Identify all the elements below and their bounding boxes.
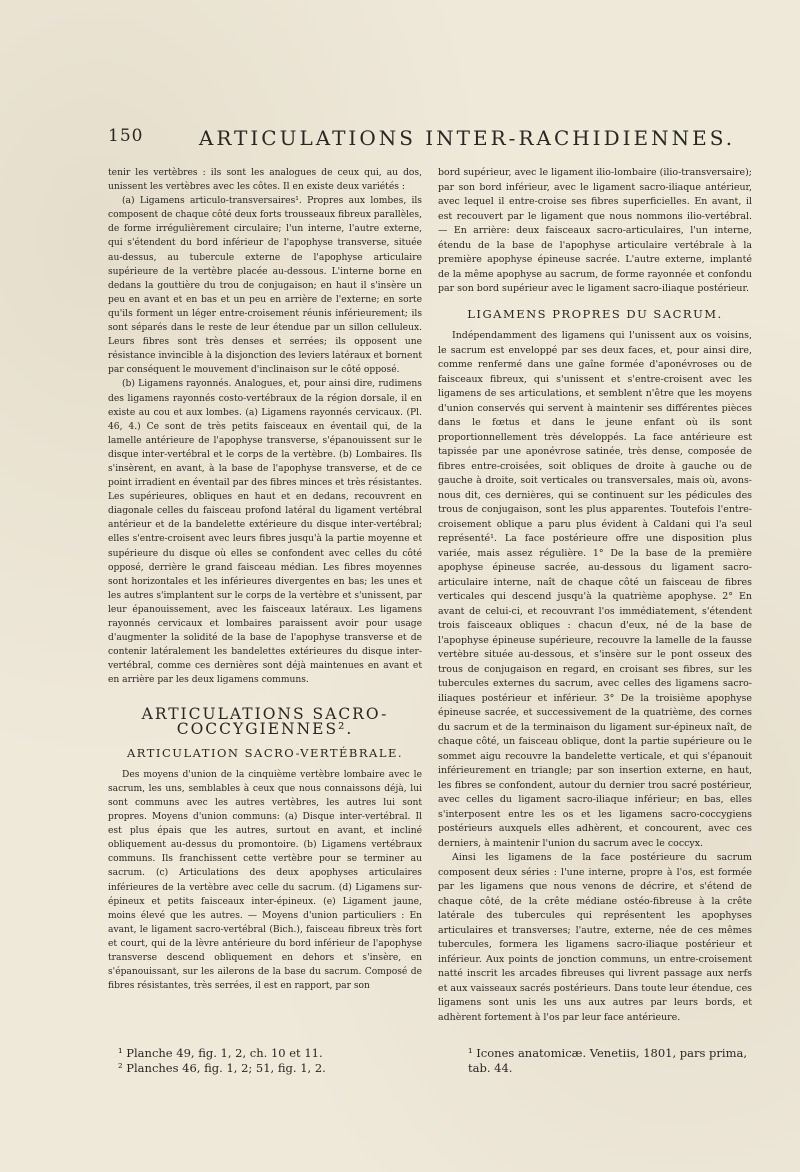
left-footnotes [118, 1046, 422, 1076]
page-number: 150 [108, 126, 144, 146]
subsection-title: ARTICULATION SACRO-VERTÉBRALE. [127, 745, 403, 760]
section-title: ARTICULATIONS SACRO-COCCYGIENNES². [141, 705, 389, 738]
paragraph: (b) Ligamens rayonnés. Analogues, et, pour ainsi dire, rudimens des ligamens rayonnés costo-vertébraux de la région dorsale, il en existe au cou et aux lombes. (a) Ligamens rayonnés cervicaux. (Pl. 46, 4.) Ce sont de très petits faisceaux en éventail qui, de la lamelle antérieure de l'apophyse transverse, s'épanouissent sur le disque inter-vertébral et le corps de la vertèbre. (b) Lombaires. Ils s'insèrent, en avant, à la base de l'apophyse transverse, et de ce point irradient en éventail par des fibres minces et très résistantes. Les supérieures, obliques en haut et en dedans, recouvrent en diagonale celles du faisceau profond latéral du ligament vertébral antérieur et de la bandelette extérieure du disque inter-vertébral; elles s'entre-croisent avec leurs fibres jusqu'à la partie moyenne et supérieure du disque où elles se confondent avec celles du côté opposé, derrière le grand faisceau médian. Les fibres moyennes sont horizontales et les inférieures divergentes en bas; les unes et les autres s'implantent sur le corps de la vertèbre et s'unissent, par leur épanouissement, avec les faisceaux latéraux. Les ligamens rayonnés cervicaux et lombaires paraissent avoir pour usage d'augmenter la solidité de la base de l'apophyse transverse et de contenir latéralement les bandelettes extérieures du disque inter-vertébral, comme ces dernières sont déjà maintenues en avant et en arrière par les deux ligamens communs. [108, 379, 422, 686]
right-footnotes [468, 1046, 752, 1076]
paragraph: bord supérieur, avec le ligament ilio-lombaire (ilio-transversaire); par son bord inférieur, avec le ligament sacro-iliaque antérieur, avec lequel il entre-croise ses fibres superficielles. En avant, il est recouvert par le ligament que nous nommons ilio-vertébral. — En arrière: deux faisceaux sacro-articulaires, l'un interne, étendu de la base de l'apophyse articulaire vertébrale à la première apophyse épineuse sacrée. L'autre externe, implanté de la même apophyse au sacrum, de forme rayonnée et confondu par son bord supérieur avec le ligament sacro-iliaque postérieur. [438, 167, 752, 294]
paragraph: Ainsi les ligamens de la face postérieure du sacrum composent deux séries : l'une interne, propre à l'os, est formée par les ligamens que nous venons de décrire, et s'étend de chaque côté, de la crête médiane ostéo-fibreuse à la crête latérale des tubercules qui représentent les apophyses articulaires et transverses; l'autre, externe, née de ces mêmes tubercules, formera les ligamens sacro-iliaque postérieur et inférieur. Aux points de jonction communs, un entre-croisement natté inscrit les arcades fibreuses qui livrent passage aux nerfs et aux vaisseaux sacrés postérieurs. Dans toute leur étendue, ces ligamens sont unis les uns aux autres par leurs bords, et adhèrent fortement à l'os par leur face antérieure. [438, 852, 752, 1023]
paragraph: (a) Ligamens articulo-transversaires¹. Propres aux lombes, ils composent de chaque côté deux forts trousseaux fibreux parallèles, de forme irrégulièrement circulaire; l'un interne, l'autre externe, qui s'étendent du bord inférieur de l'apophyse transverse, située au-dessus, au tubercule externe de l'apophyse articulaire supérieure de la vertèbre placée au-dessous. L'interne borne en dedans la gouttière du trou de conjugaison; en haut il s'insère un peu en avant et en bas et un peu en arrière de l'externe; en sorte qu'ils forment un léger entre-croisement réunis inférieurement; ils sont séparés dans le reste de leur étendue par un sillon celluleux. Leurs fibres sont très denses et serrées; ils opposent une résistance invincible à la disjonction des leviers latéraux et bornent par conséquent le mouvement d'inclinaison sur le côté opposé. [108, 196, 422, 376]
paragraph: tenir les vertèbres : ils sont les analogues de ceux qui, au dos, unissent les vertèbres avec les côtes. Il en existe deux variétés : [108, 168, 422, 193]
running-title: ARTICULATIONS INTER-RACHIDIENNES. [198, 126, 736, 150]
page-header [108, 126, 756, 156]
paragraph: Indépendamment des ligamens qui l'unissent aux os voisins, le sacrum est enveloppé par ses deux faces, et, pour ainsi dire, comme renfermé dans une gaîne formée d'aponévroses ou de faisceaux fibreux, qui s'unissent et s'entre-croisent avec les ligamens de ses articulations, et semblent n'être que les moyens d'union conservés qui servent à maintenir ses différentes pièces dans le fœtus et dans le jeune enfant où ils sont proportionnellement très développés. La face antérieure est tapissée par une aponévrose satinée, très dense, composée de fibres entre-croisées, soit obliques de droite à gauche ou de gauche à droite, soit verticales ou transversales, mais où, avons-nous dit, ces dernières, qui se continuent sur les pédicules des trous de conjugaison, sont les plus apparentes. Toutefois l'entre-croisement oblique a paru plus évident à Caldani qui l'a seul représenté¹. La face postérieure offre une disposition plus variée, mais assez régulière. 1° De la base de la première apophyse épineuse sacrée, au-dessous du ligament sacro-articulaire interne, naît de chaque côté un faisceau de fibres verticales qui descend jusqu'à la quatrième apophyse. 2° En avant de celui-ci, et recouvrant l'os immédiatement, s'étendent trois faisceaux obliques : chacun d'eux, né de la base de l'apophyse épineuse supérieure, recouvre la lamelle de la fausse vertèbre située au-dessous, et s'insère sur le pont osseux des trous de conjugaison en regard, en croisant ses fibres, sur les tubercules externes du sacrum, avec celles des ligamens sacro-iliaques postérieur et inférieur. 3° De la troisième apophyse épineuse sacrée, et successivement de la quatrième, des cornes du sacrum et de la terminaison du ligament sur-épineux naît, de chaque côté, un faisceau oblique, dont la partie supérieure ou le sommet aigu recouvre la bandelette verticale, et qui s'épanouit inférieurement en triangle; par son insertion externe, en haut, les fibres se confondent, autour du dernier trou sacré postérieur, avec celles du ligament sacro-iliaque inférieur; en bas, elles s'interposent entre les os et les ligamens sacro-coccygiens postérieurs auxquels elles adhèrent, et concourent, avec ces derniers, à maintenir l'union du sacrum avec le coccyx. [438, 330, 752, 849]
footnote: ² Planches 46, fig. 1, 2; 51, fig. 1, 2. [118, 1061, 326, 1075]
right-column [438, 166, 752, 1025]
paragraph: Des moyens d'union de la cinquième vertèbre lombaire avec le sacrum, les uns, semblables à ceux que nous connaissons déjà, lui sont communs avec les autres vertèbres, les autres lui sont propres. Moyens d'union communs: (a) Disque inter-vertébral. Il est plus épais que les autres, surtout en avant, et incliné obliquement au-dessus du promontoire. (b) Ligamens vertébraux communs. Ils franchissent cette vertèbre pour se terminer au sacrum. (c) Articulations des deux apophyses articulaires inférieures de la vertèbre avec celle du sacrum. (d) Ligamens sur-épineux et petits faisceaux inter-épineux. (e) Ligament jaune, moins élevé que les autres. — Moyens d'union particuliers : En avant, le ligament sacro-vertébral (Bich.), faisceau fibreux très fort et court, qui de la lèvre antérieure du bord inférieur de l'apophyse transverse descend obliquement en dehors et s'insère, en s'épanouissant, sur les ailerons de la base du sacrum. Composé de fibres résistantes, très serrées, il est en rapport, par son [108, 769, 422, 992]
footnote: ¹ Icones anatomicæ. Venetiis, 1801, pars prima, tab. 44. [468, 1046, 748, 1075]
left-column [108, 166, 422, 993]
section-title: LIGAMENS PROPRES DU SACRUM. [467, 306, 723, 321]
footnote: ¹ Planche 49, fig. 1, 2, ch. 10 et 11. [118, 1046, 323, 1060]
